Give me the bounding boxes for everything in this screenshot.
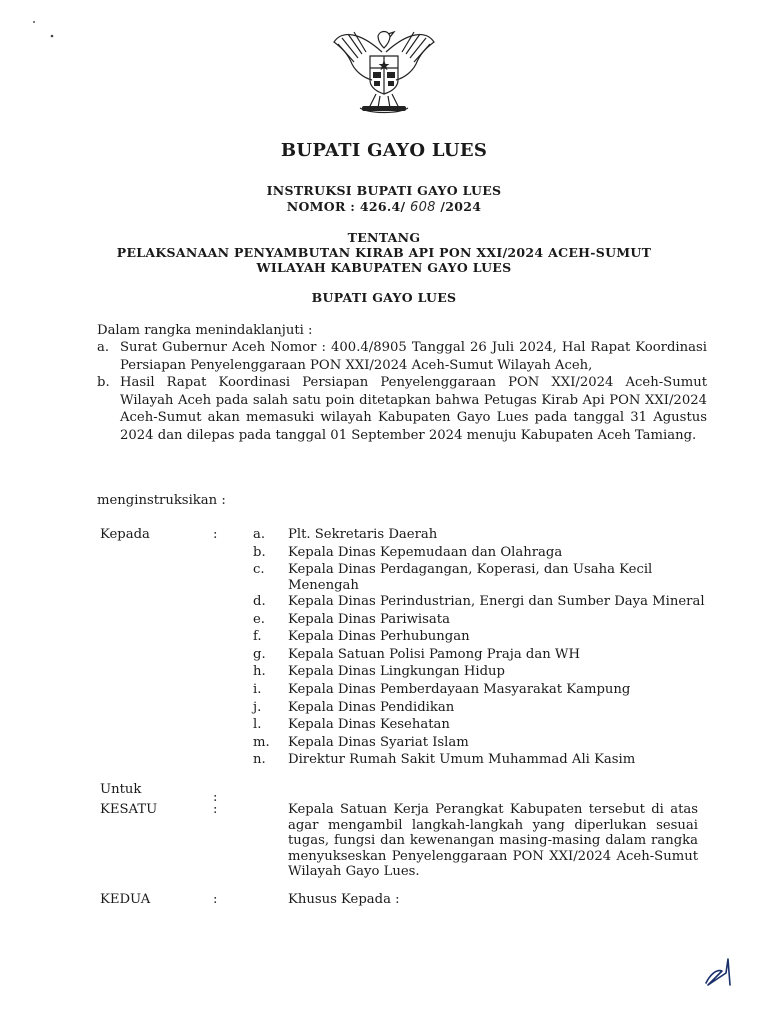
instruction-number [0,199,768,215]
garuda-emblem-icon [330,22,438,118]
item-text: Kepala Dinas Pariwisata [288,611,450,627]
section-label: Untuk [100,782,142,797]
list-item [253,526,708,544]
subject-line-2: WILAYAH KABUPATEN GAYO LUES [256,260,512,275]
item-text: Kepala Dinas Syariat Islam [288,734,469,750]
section-content: Khusus Kepada : [288,892,400,907]
item-text: Kepala Dinas Perdagangan, Koperasi, dan Usaha Kecil Menengah [288,562,653,593]
scan-speck-icon [30,18,60,42]
list-item [253,593,708,611]
about-label: TENTANG [347,230,421,245]
item-marker: l. [253,717,262,733]
item-marker: b. [253,544,266,560]
item-text: Plt. Sekretaris Daerah [288,527,438,542]
item-marker: n. [253,752,266,768]
item-marker: m. [253,734,270,750]
recipients-label: Kepada [100,527,150,542]
item-text: Direktur Rumah Sakit Umum Muhammad Ali Kasim [288,752,636,768]
list-item [253,716,708,734]
item-text: Kepala Dinas Lingkungan Hidup [288,664,505,680]
consideration-text: Surat Gubernur Aceh Nomor : 400.4/8905 Tanggal 26 Juli 2024, Hal Rapat Koordinasi Persiapan Penyelenggaraan PON XXI/2024 Aceh-Sumut Wilayah Aceh, [120,340,707,373]
number-suffix: /2024 [440,199,482,214]
item-marker: h. [253,664,266,680]
issuer-title: BUPATI GAYO LUES [311,290,457,305]
item-text: Kepala Dinas Pemberdayaan Masyarakat Kampung [288,681,631,697]
paraf-signature-icon [700,955,736,991]
list-item [253,734,708,752]
subject-line-1: PELAKSANAAN PENYAMBUTAN KIRAB API PON XXI/2024 ACEH-SUMUT [116,245,652,260]
item-marker: a. [253,527,266,542]
section-content: Kepala Satuan Kerja Perangkat Kabupaten tersebut di atas agar mengambil langkah-langkah yang diperlukan sesuai tugas, fungsi dan kewenangan masing-masing dalam rangka menyukseskan Penyelenggaraan PON XXI/2024 Aceh-Sumut Wilayah Gayo Lues. [288,802,698,880]
item-text: Kepala Satuan Polisi Pamong Praja dan WH [288,646,580,662]
list-item [253,628,708,646]
list-item [253,751,708,769]
item-text: Kepala Dinas Kepemudaan dan Olahraga [288,544,563,560]
recipients-colon: : [213,527,218,542]
item-marker: e. [253,611,265,627]
list-item [253,611,708,629]
consideration-marker: b. [97,375,110,391]
list-item [253,544,708,562]
list-item [253,663,708,681]
instruction-title: INSTRUKSI BUPATI GAYO LUES [266,183,502,198]
considerations-intro: Dalam rangka menindaklanjuti : [97,323,313,338]
item-text: Kepala Dinas Perhubungan [288,629,470,645]
consideration-text: Hasil Rapat Koordinasi Persiapan Penyelenggaraan PON XXI/2024 Aceh-Sumut Wilayah Aceh pada salah satu poin ditetapkan bahwa Petugas Kirab Api PON XXI/2024 Aceh-Sumut akan memasuki wilayah Kabupaten Gayo Lues pada tanggal 31 Agustus 2024 dan dilepas pada tanggal 01 September 2024 menuju Kabupaten Aceh Tamiang. [120,375,707,443]
consideration-item [97,374,707,444]
section-colon: : [213,790,218,805]
considerations-list [97,339,707,445]
consideration-item [97,339,707,374]
item-text: Kepala Dinas Kesehatan [288,717,450,733]
section-label: KEDUA [100,892,151,907]
item-marker: d. [253,594,266,609]
section-colon: : [213,892,218,907]
item-text: Kepala Dinas Pendidikan [288,699,455,715]
consideration-marker: a. [97,340,110,355]
item-marker: g. [253,646,266,662]
list-item [253,681,708,699]
item-marker: f. [253,629,262,645]
recipients-list [253,526,708,769]
list-item [253,561,708,593]
section-label: KESATU [100,802,158,817]
item-text: Kepala Dinas Perindustrian, Energi dan Sumber Daya Mineral [288,594,705,609]
item-marker: c. [253,562,265,578]
instruct-label: menginstruksikan : [97,493,226,508]
list-item [253,646,708,664]
section-colon: : [213,802,218,817]
number-prefix: NOMOR : 426.4/ [286,199,406,214]
item-marker: j. [253,699,262,715]
list-item [253,699,708,717]
handwritten-number: 608 [410,200,436,215]
document-header-title: BUPATI GAYO LUES [280,140,488,161]
item-marker: i. [253,681,262,697]
